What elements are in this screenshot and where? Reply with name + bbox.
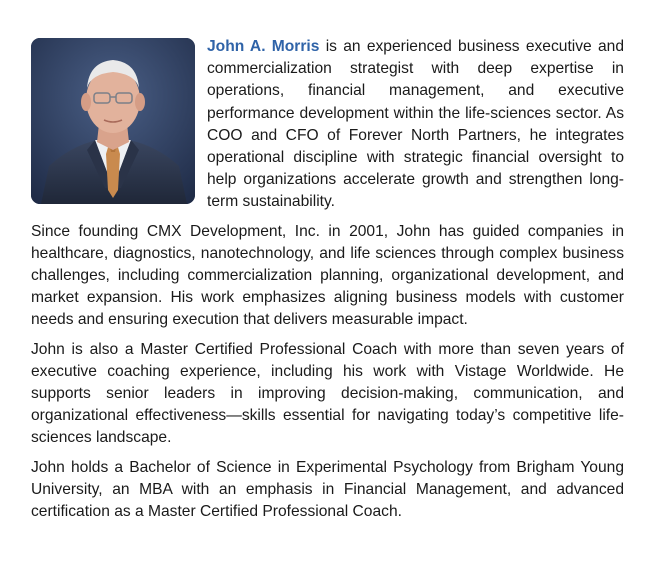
bio-paragraph-4: John holds a Bachelor of Science in Experimental Psychology from Brigham Young University, an MBA with an emphasis in Financial Management, and advanced certification as a Master Certified Professional Coach. xyxy=(31,458,624,521)
bio-paragraph-2: Since founding CMX Development, Inc. in 2001, John has guided companies in healthcare, diagnostics, nanotechnology, and life sciences through complex business challenges, including commercialization planning, organizational development, and market expansion. His work emphasizes aligning business models with customer needs and ensuring execution that delivers measurable impact. xyxy=(31,222,624,329)
portrait-photo xyxy=(31,38,195,204)
person-name: John A. Morris xyxy=(207,38,320,55)
bio-intro-text: is an experienced business executive and commercialization strategist with deep expertise in operations, financial management, and executive performance development within the life-sciences sector. As COO and CFO of Forever North Partners, he integrates operational discipline with strategic financial oversight to help organizations accelerate growth and strengthen long-term sustainability. xyxy=(207,38,624,211)
bio-section xyxy=(31,36,624,530)
bio-paragraph-3: John is also a Master Certified Professional Coach with more than seven years of executive coaching experience, including his work with Vistage Worldwide. He supports senior leaders in improving decision-making, communication, and organizational effectiveness—skills essential for navigating today’s competitive life-sciences landscape. xyxy=(31,340,624,447)
